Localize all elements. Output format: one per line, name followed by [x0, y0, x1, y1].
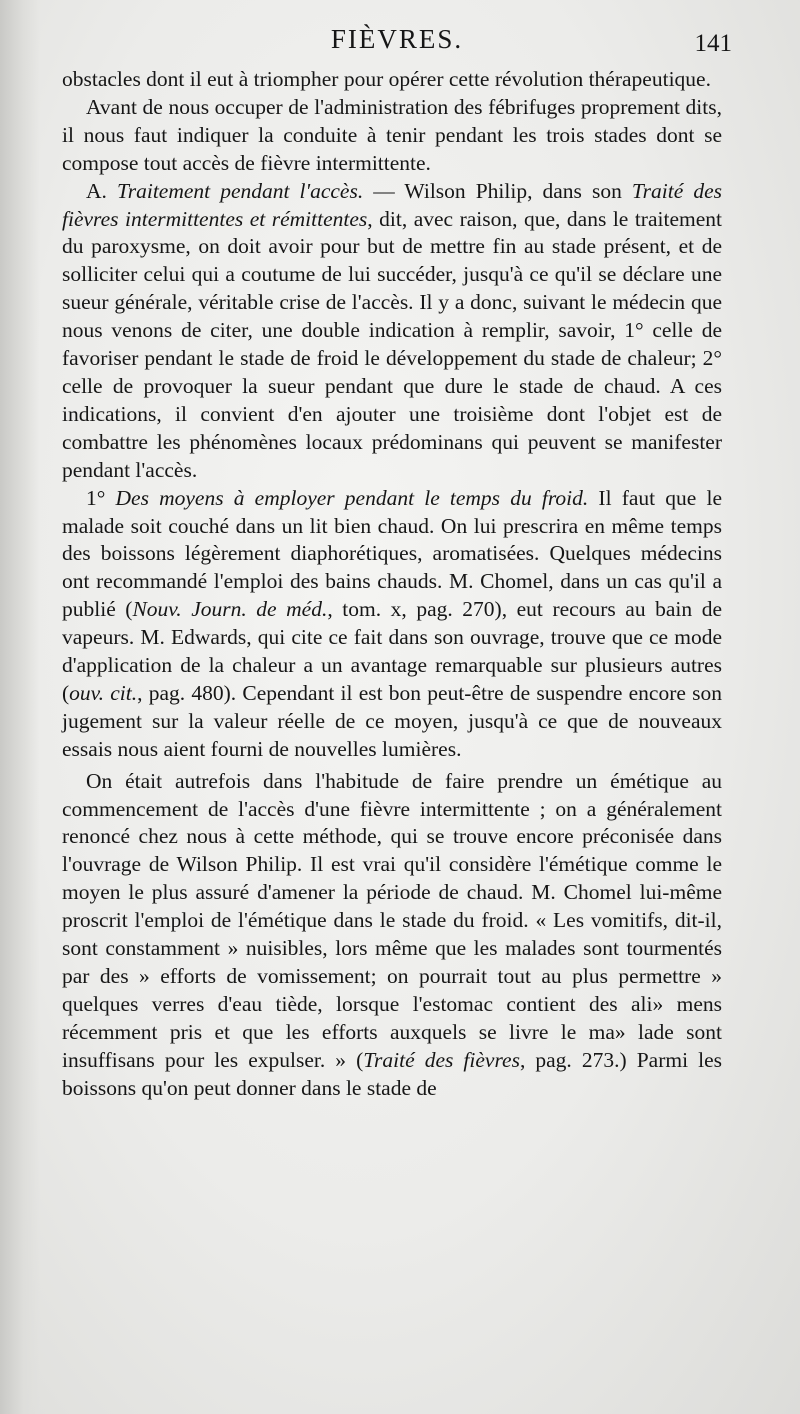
italic-text: Nouv. Journ. de méd. [132, 597, 328, 622]
text-run: 1° [86, 485, 116, 510]
text-run: , tom. x, pag. 270), eut recours au bain de vapeurs. M. Edwards, qui cite ce fait dans son ouvrage, trouve que ce mode d'application de la chaleur a un avantage remarquable sur plusieurs autres ( [62, 597, 723, 705]
italic-text: ouv. cit. [69, 680, 138, 705]
page-gutter-shadow [0, 0, 40, 1414]
text-run: Il faut que le malade soit couché dans un lit bien chaud. On lui prescrira en même temps des boissons légèrement diaphorétiques, aromatisées. Quelques médecins ont recommandé l'emploi des bains chauds. M. Chomel, dans un cas qu'il a publié ( [62, 485, 722, 622]
page-number: 141 [694, 30, 732, 57]
italic-text: Des moyens à employer pendant le temps du froid. [115, 485, 589, 510]
text-run: obstacles dont il eut à triompher pour opérer cette révolution thérapeutique. [62, 67, 711, 91]
paragraph [62, 178, 722, 485]
text-run: Avant de nous occuper de l'administration des fébrifuges proprement dits, il nous faut indiquer la conduite à tenir pendant les trois stades dont se compose tout accès de fièvre intermittente. [62, 94, 722, 175]
page-header [62, 16, 732, 62]
text-run: On était autrefois dans l'habitude de faire prendre un émétique au commencement de l'accès d'une fièvre intermittente ; on a généralement renoncé chez nous à cette méthode, qui se trouve encore préconisée dans l'ouvrage de Wilson Philip. Il est vrai qu'il considère l'émétique comme le moyen le plus assuré d'amener la période de chaud. M. Chomel lui-même proscrit l'emploi de l'émétique dans le stade du froid. « Les vomitifs, dit-il, sont constamment » nuisibles, lors même que les malades sont tourmentés par des » efforts de vomissement; on pourrait tout au plus permettre » quelques verres d'eau tiède, lorsque l'estomac contient des ali» mens récemment pris et que les efforts auxquels se livre le ma» lade sont insuffisans pour les expulser. » ( [62, 768, 722, 1072]
italic-text: Traité des fièvres intermittentes et rémittentes [62, 178, 722, 231]
paragraph [62, 94, 722, 178]
italic-text: Traité des fièvres [363, 1047, 520, 1072]
text-run: , pag. 480). Cependant il est bon peut-être de suspendre encore son jugement sur la valeur réelle de ce moyen, jusqu'à ce que de nouveaux essais nous aient fourni de nouvelles lumières. [62, 680, 723, 761]
text-run: , dit, avec raison, que, dans le traitement du paroxysme, on doit avoir pour but de mettre fin au stade présent, et de solliciter celui qui a coutume de lui succéder, jusqu'à ce qu'il se déclare une sueur générale, véritable crise de l'accès. Il y a donc, suivant le médecin que nous venons de citer, une double indication à remplir, savoir, 1° celle de favoriser pendant le stade de froid le développement du stade de chaleur; 2° celle de provoquer la sueur pendant que dure le stade de chaud. A ces indications, il convient d'en ajouter une troisième dont l'objet est de combattre les phénomènes locaux prédominans qui peuvent se manifester pendant l'accès. [62, 206, 722, 482]
paragraph [62, 66, 722, 94]
italic-text: Traitement pendant l'accès. [116, 178, 364, 203]
text-run: A. [86, 178, 117, 203]
text-run: — Wilson Philip, dans son [363, 178, 632, 203]
paragraph [62, 768, 722, 1103]
running-title: FIÈVRES. [330, 24, 464, 54]
text-body [62, 66, 722, 1103]
text-run: , pag. 273.) Parmi les boissons qu'on peut donner dans le stade de [62, 1047, 722, 1100]
paragraph [62, 485, 722, 764]
